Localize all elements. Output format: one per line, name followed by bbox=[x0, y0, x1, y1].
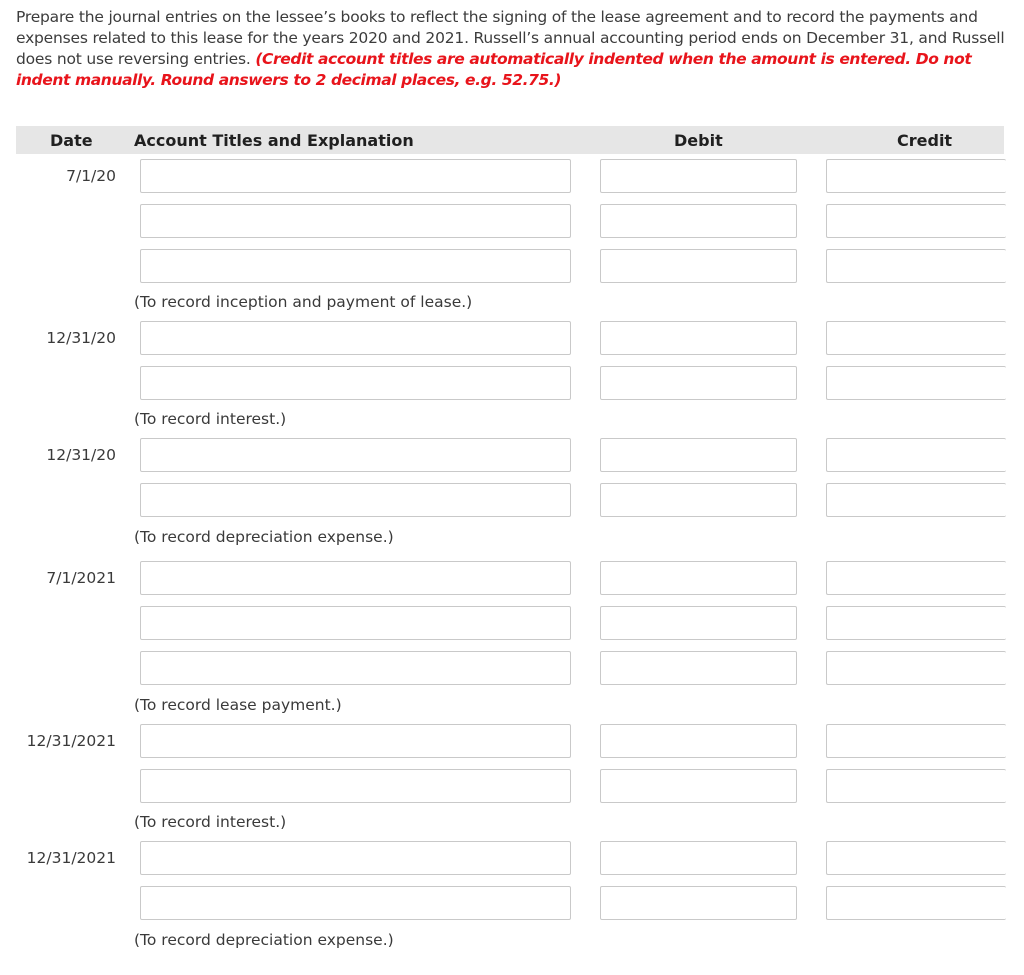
debit-amount-input[interactable] bbox=[600, 159, 797, 193]
requirement-note: (Credit account titles are automatically indented when the amount is entered. Do not indent manually. Round answers to 2 decimal places, e.g. 52.75.) bbox=[16, 50, 972, 89]
account-title-input[interactable] bbox=[140, 438, 571, 472]
debit-amount-input[interactable] bbox=[600, 438, 797, 472]
credit-amount-input[interactable] bbox=[826, 321, 1006, 355]
account-title-input[interactable] bbox=[140, 483, 571, 517]
entry-date: 7/1/20 bbox=[66, 167, 116, 185]
credit-amount-input[interactable] bbox=[826, 651, 1006, 685]
header-account: Account Titles and Explanation bbox=[134, 131, 414, 150]
account-title-input[interactable] bbox=[140, 561, 571, 595]
debit-amount-input[interactable] bbox=[600, 886, 797, 920]
entry-explanation: (To record depreciation expense.) bbox=[134, 931, 394, 949]
header-date: Date bbox=[50, 131, 93, 150]
account-title-input[interactable] bbox=[140, 606, 571, 640]
debit-amount-input[interactable] bbox=[600, 606, 797, 640]
credit-amount-input[interactable] bbox=[826, 724, 1006, 758]
debit-amount-input[interactable] bbox=[600, 561, 797, 595]
entry-explanation: (To record inception and payment of lease.) bbox=[134, 293, 473, 311]
account-title-input[interactable] bbox=[140, 366, 571, 400]
credit-amount-input[interactable] bbox=[826, 483, 1006, 517]
account-title-input[interactable] bbox=[140, 886, 571, 920]
credit-amount-input[interactable] bbox=[826, 159, 1006, 193]
instructions bbox=[16, 7, 1006, 91]
header-debit: Debit bbox=[674, 131, 723, 150]
account-title-input[interactable] bbox=[140, 651, 571, 685]
credit-amount-input[interactable] bbox=[826, 841, 1006, 875]
credit-amount-input[interactable] bbox=[826, 886, 1006, 920]
entry-date: 12/31/20 bbox=[46, 446, 116, 464]
debit-amount-input[interactable] bbox=[600, 204, 797, 238]
account-title-input[interactable] bbox=[140, 159, 571, 193]
credit-amount-input[interactable] bbox=[826, 204, 1006, 238]
debit-amount-input[interactable] bbox=[600, 651, 797, 685]
entry-explanation: (To record interest.) bbox=[134, 813, 287, 831]
credit-amount-input[interactable] bbox=[826, 561, 1006, 595]
debit-amount-input[interactable] bbox=[600, 366, 797, 400]
debit-amount-input[interactable] bbox=[600, 841, 797, 875]
entry-explanation: (To record interest.) bbox=[134, 410, 287, 428]
credit-amount-input[interactable] bbox=[826, 366, 1006, 400]
account-title-input[interactable] bbox=[140, 724, 571, 758]
debit-amount-input[interactable] bbox=[600, 724, 797, 758]
account-title-input[interactable] bbox=[140, 841, 571, 875]
entry-date: 12/31/2021 bbox=[26, 849, 116, 867]
debit-amount-input[interactable] bbox=[600, 769, 797, 803]
credit-amount-input[interactable] bbox=[826, 438, 1006, 472]
entry-date: 12/31/2021 bbox=[26, 732, 116, 750]
credit-amount-input[interactable] bbox=[826, 249, 1006, 283]
debit-amount-input[interactable] bbox=[600, 321, 797, 355]
header-credit: Credit bbox=[897, 131, 953, 150]
credit-amount-input[interactable] bbox=[826, 606, 1006, 640]
debit-amount-input[interactable] bbox=[600, 483, 797, 517]
entry-date: 12/31/20 bbox=[46, 329, 116, 347]
entry-explanation: (To record lease payment.) bbox=[134, 696, 342, 714]
debit-amount-input[interactable] bbox=[600, 249, 797, 283]
account-title-input[interactable] bbox=[140, 249, 571, 283]
account-title-input[interactable] bbox=[140, 769, 571, 803]
instructions-text: Prepare the journal entries on the lessee’s books to reflect the signing of the lease agreement and to record the payments and expenses related to this lease for the years 2020 and 2021. Russell’s annual accounting period ends on December 31, and Russell does not use reversing entries. bbox=[16, 8, 1005, 68]
entry-explanation: (To record depreciation expense.) bbox=[134, 528, 394, 546]
account-title-input[interactable] bbox=[140, 204, 571, 238]
credit-amount-input[interactable] bbox=[826, 769, 1006, 803]
account-title-input[interactable] bbox=[140, 321, 571, 355]
entry-date: 7/1/2021 bbox=[46, 569, 116, 587]
